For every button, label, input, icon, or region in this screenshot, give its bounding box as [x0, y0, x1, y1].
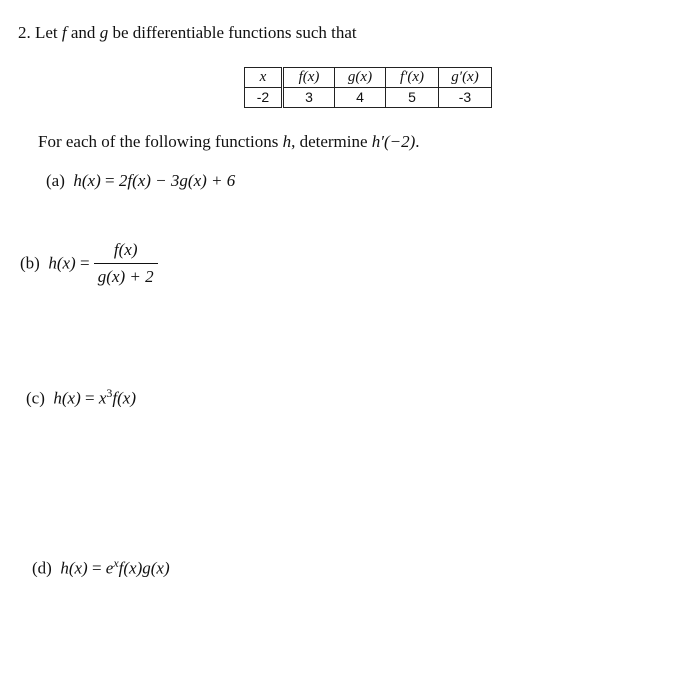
instruction-text: For each of the following functions [38, 132, 279, 151]
table-header-cell: f′(x) [386, 68, 439, 88]
part-a-lhs: h(x) [73, 171, 101, 190]
table-value-cell: -2 [245, 88, 283, 108]
part-a-eq: = [105, 171, 115, 190]
part-c-eq: = [85, 388, 95, 408]
part-d-rhs-base: e [105, 558, 114, 578]
var-g: g [99, 23, 109, 42]
table-value-cell: 3 [283, 88, 335, 108]
part-d-rhs-rest: f(x)g(x) [118, 558, 170, 578]
part-c-label: (c) [26, 388, 45, 408]
part-d-label: (d) [32, 558, 52, 578]
instruction-mid: , determine [291, 132, 368, 151]
problem-number: 2. [18, 23, 31, 42]
part-c [26, 386, 136, 409]
part-c-rhs-base: x [98, 388, 107, 408]
part-b-denominator: g(x) + 2 [94, 263, 158, 287]
problem-statement [18, 23, 357, 43]
part-b-numerator: f(x) [113, 240, 138, 259]
table-value-cell: 4 [335, 88, 386, 108]
table-header-row [245, 68, 492, 88]
intro-prefix: Let [35, 23, 58, 42]
part-a-label: (a) [46, 171, 65, 190]
part-b-label: (b) [20, 253, 40, 273]
part-b [20, 240, 158, 287]
part-b-eq: = [79, 253, 90, 273]
table-header-cell: f(x) [283, 68, 335, 88]
part-c-rhs-exp: 3 [106, 386, 113, 400]
var-h: h [282, 132, 292, 151]
part-c-lhs: h(x) [53, 388, 81, 408]
part-d-lhs: h(x) [60, 558, 88, 578]
table-value-cell: -3 [439, 88, 492, 108]
part-a [46, 171, 235, 191]
table-value-cell: 5 [386, 88, 439, 108]
part-d-eq: = [91, 558, 102, 578]
part-b-fraction [94, 240, 158, 287]
value-table [244, 67, 492, 108]
part-c-rhs-rest: f(x) [112, 388, 136, 408]
intro-suffix: be differentiable functions such that [112, 23, 357, 42]
part-d-rhs-exp: x [113, 556, 119, 570]
table-header-cell: g′(x) [439, 68, 492, 88]
part-a-rhs: 2f(x) − 3g(x) + 6 [118, 171, 236, 190]
target-derivative: h′(−2) [371, 132, 416, 151]
table-header-cell: x [245, 68, 283, 88]
var-f: f [61, 23, 67, 42]
table-header-cell: g(x) [335, 68, 386, 88]
part-b-lhs: h(x) [48, 253, 76, 273]
instruction [38, 132, 420, 152]
instruction-end: . [415, 132, 420, 151]
part-d [32, 556, 170, 579]
table-value-row [245, 88, 492, 108]
and-word: and [70, 23, 96, 42]
